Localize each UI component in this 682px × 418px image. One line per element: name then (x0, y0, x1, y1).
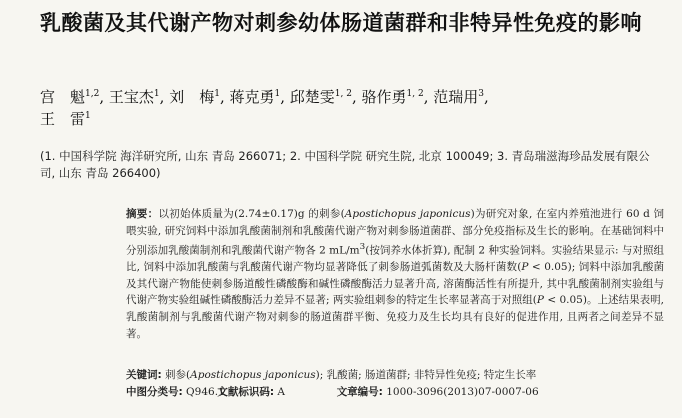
author-affil-mark: 1,2 (85, 89, 100, 99)
classification-row (126, 384, 664, 401)
author-name: 王宝杰 (108, 88, 154, 106)
author-affil-mark: 1, 2 (334, 89, 352, 99)
author-affil-mark: 3 (478, 89, 485, 99)
abstract-text: 以初始体质量为(2.74±0.17)g 的刺参( (158, 208, 345, 220)
abstract-text: )为研究对象, 在室内养殖池进行 60 d 饲喂实验, 研究饲料中添加乳酸菌制剂和乳酸菌代谢产物对刺参肠道菌群、部分免疫指标及生长的影响。在基础饲料中分别添加乳酸菌制剂和乳酸菌代谢产物各 2 mL/m (126, 208, 665, 257)
abstract-text: < 0.05); 饲料中添加乳酸菌及其代谢产物能使刺参肠道酸性磷酸酶和碱性磷酸酶活力显著升高, 溶菌酶活性有所提升, 其中乳酸菌制剂实验组与代谢产物实验组碱性磷酸酶活力差异不显著; 两实验组刺参的特定生长率显著高于对照组( (126, 261, 664, 307)
author-affil-mark: 1 (153, 89, 160, 99)
species-name: Apostichopus japonicus (344, 208, 471, 220)
author-list: 宫 魁$^{1,2}$, 王宝杰$^1$, 刘 梅$^1$, 蒋克勇$^1$, 邱楚雯$^{1, 2}$, 骆作勇$^{1, 2}$, 范瑞用$^3$, 王 雷$^1$ (40, 88, 489, 128)
author-name: 骆作勇 (361, 88, 407, 106)
author-name: 宫 魁 (40, 88, 86, 106)
abstract (126, 206, 664, 342)
abstract-text: < 0.05)。上述结果表明, 乳酸菌制剂与乳酸菌代谢产物对刺参的肠道菌群平衡、免疫力及生长均具有良好的促进作用, 且两者之间差异不显著。 (126, 294, 664, 340)
author-name: 蒋克勇 (229, 88, 275, 106)
keywords-text: ); 乳酸菌; 肠道菌群; 非特异性免疫; 特定生长率 (315, 369, 537, 381)
abstract-text: (按饲养水体折算), 配制 2 种实验饲料。实验结果显示: 与对照组比, 饲料中添加乳酸菌与乳酸菌代谢产物均显著降低了刺参肠道弧菌数及大肠杆菌数( (126, 244, 664, 274)
species-name: Apostichopus japonicus (190, 369, 316, 381)
keywords-row (126, 367, 664, 384)
article-number-item (337, 384, 539, 401)
clc-item (126, 384, 225, 401)
doc-code-label: 文献标识码: (217, 386, 275, 398)
clc-value: Q946.1 (182, 386, 225, 398)
doc-code-value: A (274, 386, 285, 398)
author-name: 范瑞用 (433, 88, 479, 106)
author-name: 王 雷 (40, 110, 86, 128)
p-value-symbol: P (536, 294, 544, 307)
author-affil-mark: 1 (85, 111, 91, 121)
paper-title: 乳酸菌及其代谢产物对刺参幼体肠道菌群和非特异性免疫的影响 (40, 11, 642, 35)
article-number-label: 文章编号: (336, 386, 383, 398)
article-number-value: 1000-3096(2013)07-0007-06 (382, 386, 539, 398)
author-affil-mark: 1, 2 (406, 89, 424, 99)
doc-code-item (217, 384, 333, 401)
keywords-label: 关键词: (126, 369, 162, 381)
unit-exponent: 3 (359, 242, 366, 253)
affiliations: (1. 中国科学院 海洋研究所, 山东 青岛 266071; 2. 中国科学院 研究生院, 北京 100049; 3. 青岛瑞滋海珍品发展有限公司, 山东 青岛 266400) (40, 149, 650, 180)
author-name: 邱楚雯 (289, 88, 335, 106)
p-value-symbol: P (521, 261, 529, 274)
metadata-block (126, 367, 664, 401)
author-name: 刘 梅 (169, 88, 215, 106)
author-affil-mark: 1 (274, 89, 281, 99)
abstract-label: 摘要： (126, 208, 159, 220)
author-affil-mark: 1 (214, 89, 220, 99)
clc-label: 中图分类号: (126, 386, 183, 398)
keywords-text: 刺参( (161, 369, 191, 381)
